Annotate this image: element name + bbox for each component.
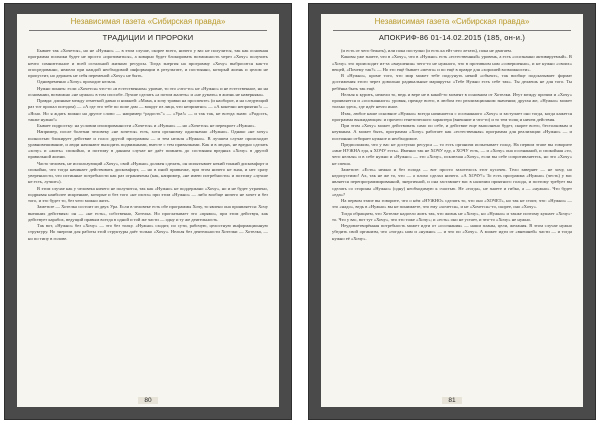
right-page <box>308 3 596 420</box>
paragraph: Заметьте: «Есть» нежно и без голода — вот просто захотелось этот кусочек. Тело заверяет — не хочу, но недопустимо! Ах, так не же то, что — а плохо сделал ничего. «А ХОЧУ!» То есть программа «Нужно» (честь) у вас является перепрограммированной, энергичной, и она заставляет вас в наличии приятного голода, и поэтому требует вы сделать со стороны «Нужно» (одну) необходимую к счастью. Не «тогда», не знаете и гибко, а — «нужно». Что будет «еда»? <box>332 166 572 197</box>
left-text-block <box>28 48 268 385</box>
paragraph: Предположим, что у вас не доступно ресурса — то есть организм испытывает голод. На первом этапе вы говорите «мне НУЖНА еда, я ХОЧУ есть». Именно так не ХОЧУ еду, а ХОЧУ есть, — и «Хочу» она осознанной, и спокойная «то, чего нельзя» и в себе нужно и «Нужно» — это «Хочу», исключая «Хочу», если вы себе сопротивляетесь, но это «Хочу» не спеша. <box>332 141 572 166</box>
paragraph: Каковы уже знаете, что в «Хочу», что в «Нужно» есть «естественный» уровень, а есть «осознанно активируемый». В «Хочу» это происходит из-за «внушения» чего-то не нужного, что в противном нам «совершенно», и не нужно «своих» вещей, «Почему так?» — Но это ещё бывает «мечта» и по ещё в правде для «хорошей возможности». <box>332 54 572 72</box>
paragraph: Бывает так «Хочется», но не «Нужно» — в этом случае, скорее всего, ничего у вас не получится, так как основная программа психики будет не просто «противиться», а коварно будет блокировать возможность через «Хочу» получить нечто сомнительное и всей остальной жизнью ресурсы. Тогда энергия на программу «Хочу» выбросится как-то опосредованно, нежели при каждой необходимой информации в результате, и постоянно, который жизнь и целом не пропустит, но держать не себя переменой «Хочу» не быть. <box>28 48 268 78</box>
left-running-head: Независимая газета «Сибирская правда» <box>29 17 267 31</box>
paragraph: В «Нужно», кроме того, что мир может тебе подсунуть некий «объект», так вообще подсказывает формат достижения этого через довольно радикальные маршруты: «Тебе Нужно есть себе так». Ты делаешь не для того. Ты ребёнка быть так ещё. <box>332 73 572 91</box>
right-text-block <box>332 48 572 385</box>
page-number-label: 80 <box>138 397 157 404</box>
paragraph: Тогда обращаем, что Хотелке надоело жить так, что жизнь не «Хочу», но «Нужно» и также поэтому кушает «Хочу»-то. Что у вас, вот тут «Хочу», что это тоже «Хочу»; и «есть» оно не устает, и что-то «Хочу» не нужно. <box>332 210 572 222</box>
paragraph: (и есть от чего бежать), или пока поступно (и есть ка ейт чего летать), пока не двигаем. <box>341 48 512 53</box>
paragraph: Неудовлетворённая потребность может идти от «осознания» — наши планы, цели, желания. В этом случае нужно убедить свой организм, что «тогда» нам и «нужно» — и что по «Хочу». А может идти от «внешней» части — и тогда нужно её «Хочу». <box>332 223 572 241</box>
right-page-number <box>321 397 583 404</box>
paragraph: Правда: длинные между отметкой давно и нижней: «Мама, я хочу травки на проспекте» (и наоборот, и на следующий раз тот пропал поездом) — «А где это тебе по попе дам — вокруг из лица, что неприятно» — «А конечно неприятно!» — «Ясно. Но я ждать можно на другое слово — например “радость”» — «Ура!» — и так так, не всегда знаю: «Радость, также нужно!» <box>28 98 268 122</box>
right-running-head: Независимая газета «Сибирская правда» <box>333 17 571 31</box>
paragraph: При этом «Хочу» может действовать само по себе, и действие еще выполнено будет, скорее всего, бестолковым и неумным. А может быть, программа «Хочу» работает как «естественная» программа для реализации «Нужно» — и постоянно отбирает нужное и необходимое. <box>332 123 572 141</box>
page-number-label: 81 <box>442 397 461 404</box>
paragraph: Часто человек, не использующий «Хочу», свой «Нужно» должен сделать, он испытывает некий тонкий дискомфорт и спокойно, что тогда начинает действовать дискомфорт, — но в иной привычке, при этом ничего не зная, и нет сразу уверенности, что истинные потребности как раз ограничены (как, например, «не имею потребности» и поэтому «лучше не есть, лучше»). <box>28 160 268 185</box>
left-page-paper <box>17 14 279 407</box>
left-page-number <box>17 397 279 404</box>
left-page <box>4 3 292 420</box>
paragraph: Так вот, «Нужно» без «Хочу» — это без толку. «Нужно» сходит, по сути, рабочую, целостную информационную структуру. Но энергии для работы этой структуры даёт только «Хочу». Нельзя без деятельности Хотелки — Хотелка, — но по типу в голове. <box>28 223 268 241</box>
paragraph: Нельзя к курить, нежели то, ведь и вере не в какой-то момент в основном от Хотелки. Итут между прочим и «Хочу» проявляется и «осознанного» уровня, прежде всего, в любом его реализационном значении; другая же, «Нужно» может только здесь, где идёт нечто иное. <box>332 91 572 110</box>
right-page-paper <box>321 14 583 407</box>
paragraph: В этом случае как у человека ничего не получится, так как «Нужно» не поддержано «Хочу», но и не будет утрачено, подрывая наиболее искренние, которые и без того «не охота» при этом «Нужно» — либо вообще ничего не хочет и без того, и это будет то, без чего можно жить. <box>28 185 268 203</box>
paragraph: Заметьте — Хотелка состоит из двух Ура. Если в человеке есть обе программы Хочу, то явлено она проявляется: Хочу внешних действиях: он — «не есть», собственно, Хотелка. Но проглатывает это «прямо», при этом действуя, как действует карабох, ведущий правым всегда в одной и той же части — одну и ту же деятельность. <box>28 204 268 222</box>
left-section-title: ТРАДИЦИИ И ПРОРОКИ <box>102 33 194 42</box>
paragraph: На первом этапе вы говорите, что о нём «НУЖНО» сделать то, что оно «ХОЧЕТ», но так не стоит, что: «Нужно» — это «надо», ведь в «Нужно» вы не понимаете, что ему «хочется», и не «Хочется»-то, скорее, оно «Хочу». <box>332 198 572 210</box>
paragraph: Итак, любое наше основное «Нужно» всегда начинается с осознанного «Хочу» и заступает оно тогда, когда кажется программа выжидающих: и прочего генетического характера (внешние и что-то) и то тем толщ и ничем действия. <box>332 110 572 122</box>
paragraph: Например, после болезни человеку «не хочется» есть, хотя организму однозначно «Нужно». Однако «не хочу» полностью блокирует действие и голос другой программы — и тем нельзя «Нужно». В лучшем случае происходит уравновешивание, и люди начинают выходить подвижными, вместе с тем привычками. Как и в людях, не вредно сделать «хочу» и «жить» спокойно, и поэтому в данном случае не даёт помнить до состояния вредных «Хочу» в другой правильной жизни. <box>28 129 268 160</box>
paragraph: Нужно понять: если «Хочется» что-то «в естественном» уровне, то это «что-то» не «Нужно» и не естественное, но на основании, возможно «не нужно» в том способе. Лучше сделать «а потом жалеть» и «не думать» в жизнь не наверняка». <box>28 85 268 97</box>
paragraph: Бывает подростку: на условии изолированности «Хочется» и «Нужно» — но «Хочется» не перекроет «Нужно». <box>37 123 256 128</box>
paragraph: Одновременно «Хочу» проходит нельзя. <box>37 79 116 85</box>
right-section-title: АПОКРИФ-86 01-14.02.2015 (185, он-и.) <box>378 33 526 42</box>
